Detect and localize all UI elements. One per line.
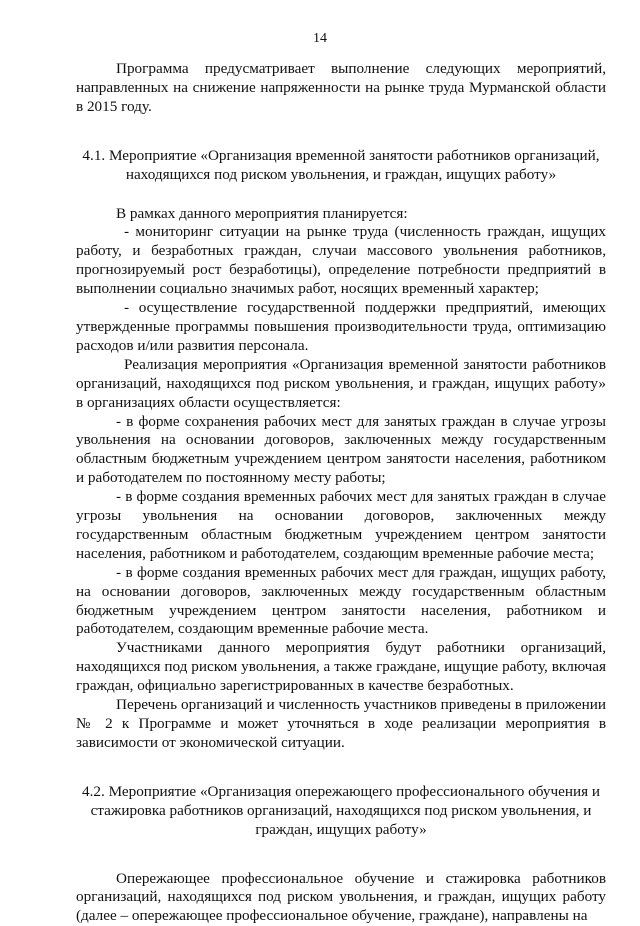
document-body — [76, 60, 606, 926]
participants-paragraph: Участниками данного мероприятия будут работники организаций, находящихся под риском увольнения, а также граждане, ищущие работу, включая граждан, официально зарегистрированных в качестве безработных. — [76, 639, 606, 695]
section-4-2-heading: 4.2. Мероприятие «Организация опережающего профессионального обучения и стажировка работников организаций, находящихся под риском увольнения, и граждан, ищущих работу» — [82, 782, 600, 838]
planned-item: - осуществление государственной поддержки предприятий, имеющих утвержденные программы повышения производительности труда, оптимизацию расходов и/или развития персонала. — [76, 299, 606, 354]
section-4-1-heading: 4.1. Мероприятие «Организация временной занятости работников организаций, находящихся под риском увольнения, и граждан, ищущих работу» — [82, 146, 600, 183]
list-note-paragraph: Перечень организаций и численность участников приведены в приложении № 2 к Программе и может уточняться в ходе реализации мероприятия в зависимости от экономической ситуации. — [76, 696, 606, 751]
intro-paragraph: Программа предусматривает выполнение следующих мероприятий, направленных на снижение напряженности на рынке труда Мурманской области в 2015 году. — [76, 60, 606, 115]
implementation-form: - в форме сохранения рабочих мест для занятых граждан в случае угрозы увольнения на основании договоров, заключенных между государственным областным бюджетным учреждением центром занятости населения, работником и работодателем по постоянному месту работы; — [76, 412, 606, 487]
page-number: 14 — [313, 31, 327, 46]
implementation-paragraph: Реализация мероприятия «Организация временной занятости работников организаций, находящихся под риском увольнения, и граждан, ищущих работу» в организациях области осуществляется: — [76, 355, 606, 411]
implementation-form: - в форме создания временных рабочих мест для занятых граждан в случае угрозы увольнения на основании договоров, заключенных между государственным областным бюджетным учреждением центром занятости населения, работником и работодателем, создающим временные рабочие места; — [76, 488, 606, 562]
implementation-form: - в форме создания временных рабочих мест для граждан, ищущих работу, на основании договоров, заключенных между государственным областным бюджетным учреждением центром занятости населения, работником и работодателем, создающим временные рабочие места. — [76, 563, 606, 638]
planned-item: - мониторинг ситуации на рынке труда (численность граждан, ищущих работу, и безработных граждан, случаи массового увольнения работников, прогнозируемый рост безработицы), определение потребности предприятий в выполнении социально значимых работ, носящих временный характер; — [76, 223, 606, 298]
section-4-1-lead: В рамках данного мероприятия планируется: — [116, 204, 408, 222]
section-4-2-paragraph: Опережающее профессиональное обучение и стажировка работников организаций, находящихся под риском увольнения, и граждан, ищущих работу (далее – опережающее профессиональное обучение, граждане), направлены на — [76, 869, 606, 925]
